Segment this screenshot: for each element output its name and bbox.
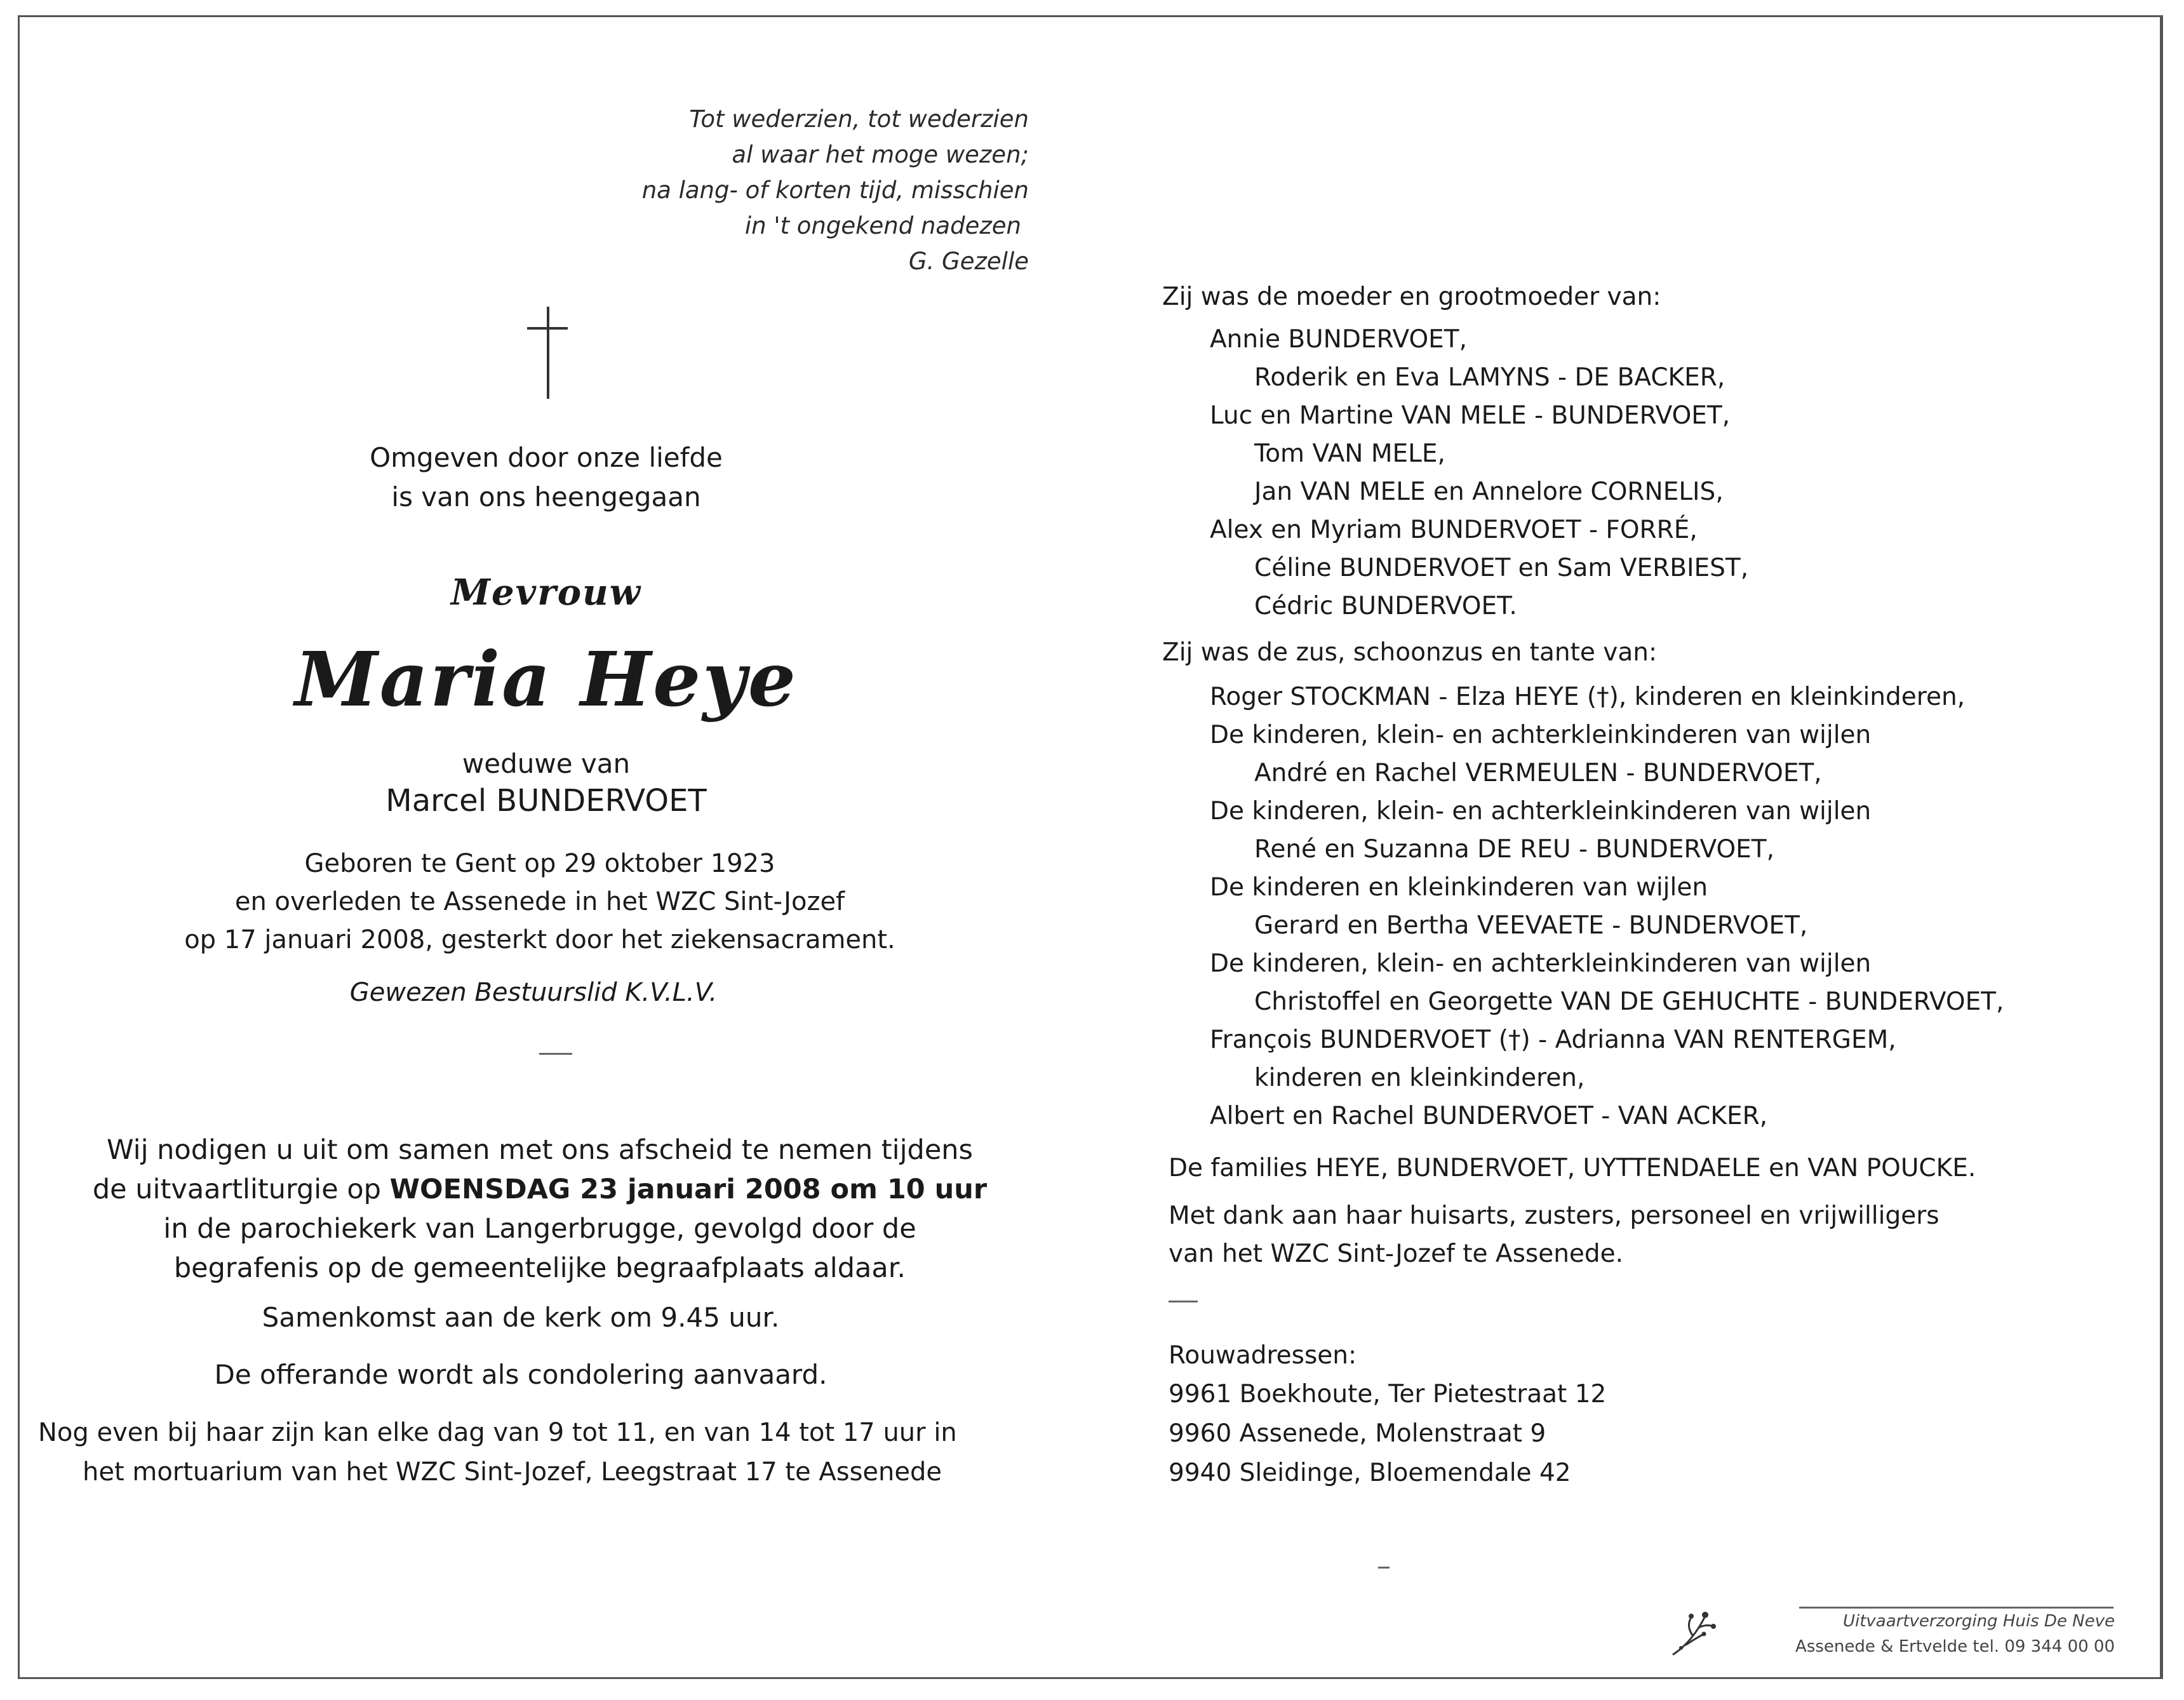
address-line: 9961 Boekhoute, Ter Pietestraat 12 [1169, 1380, 1607, 1409]
relative-line: Roderik en Eva LAMYNS - DE BACKER, [1254, 363, 1725, 392]
relative-line: kinderen en kleinkinderen, [1254, 1064, 1585, 1092]
children-list [1162, 321, 1748, 626]
relative-line: Céline BUNDERVOET en Sam VERBIEST, [1254, 554, 1749, 582]
offering-info: De offerande wordt als condolering aanvaard. [214, 1359, 827, 1390]
divider [539, 1053, 572, 1055]
relative-line: André en Rachel VERMEULEN - BUNDERVOET, [1254, 759, 1822, 787]
meeting-info: Samenkomst aan de kerk om 9.45 uur. [262, 1302, 780, 1333]
relative-line: René en Suzanna DE REU - BUNDERVOET, [1254, 835, 1775, 864]
visiting-info [38, 1413, 1054, 1492]
intro-text [305, 438, 787, 517]
addresses-list [1169, 1375, 1606, 1493]
widow-of-label: weduwe van [462, 748, 631, 779]
poem-author: G. Gezelle [908, 248, 1029, 275]
relative-line: Alex en Myriam BUNDERVOET - FORRÉ, [1210, 516, 1698, 544]
funeral-home-name: Uitvaartverzorging Huis De Neve [1842, 1612, 2115, 1631]
siblings-list [1162, 678, 2004, 1135]
poem [559, 102, 1029, 279]
intro-line: is van ons heengegaan [391, 481, 701, 512]
relative-line: De kinderen, klein- en achterkleinkinderen van wijlen [1210, 797, 1872, 826]
relative-line: De kinderen, klein- en achterkleinkinderen van wijlen [1210, 949, 1872, 978]
flower-sprig-icon [1667, 1603, 1727, 1664]
cross-icon [547, 307, 549, 399]
poem-line: in 't ongekend nadezen [744, 212, 1021, 239]
address-line: 9940 Sleidinge, Bloemendale 42 [1169, 1459, 1571, 1487]
footer-rule [1799, 1607, 2114, 1609]
poem-line: Tot wederzien, tot wederzien [689, 105, 1029, 133]
address-line: 9960 Assenede, Molenstraat 9 [1169, 1419, 1546, 1448]
relative-line: Gerard en Bertha VEEVAETE - BUNDERVOET, [1254, 911, 1808, 940]
invitation-line: in de parochiekerk van Langerbrugge, gevolgd door de [163, 1213, 916, 1245]
salutation: Mevrouw [451, 572, 641, 613]
birth-line: Geboren te Gent op 29 oktober 1923 [304, 849, 775, 878]
relative-line: Jan VAN MELE en Annelore CORNELIS, [1254, 478, 1724, 506]
deceased-name: Maria Heye [295, 635, 798, 723]
cross-icon-bar [527, 327, 568, 330]
poem-line: na lang- of korten tijd, misschien [641, 177, 1029, 204]
relative-line: Luc en Martine VAN MELE - BUNDERVOET, [1210, 401, 1731, 430]
death-line: en overleden te Assenede in het WZC Sint-Jozef [234, 887, 845, 916]
invitation-line: Wij nodigen u uit om samen met ons afscheid te nemen tijdens [107, 1134, 973, 1166]
relative-line: Roger STOCKMAN - Elza HEYE (†), kinderen en kleinkinderen, [1210, 683, 1966, 711]
thanks-line: van het WZC Sint-Jozef te Assenede. [1169, 1240, 1624, 1268]
invitation-prefix: de uitvaartliturgie op [92, 1174, 390, 1205]
thanks-line: Met dank aan haar huisarts, zusters, personeel en vrijwilligers [1169, 1201, 1939, 1230]
husband-name: Marcel BUNDERVOET [385, 783, 707, 819]
funeral-date: WOENSDAG 23 januari 2008 om 10 uur [389, 1174, 988, 1205]
families-line: De families HEYE, BUNDERVOET, UYTTENDAELE en VAN POUCKE. [1169, 1154, 1976, 1182]
funeral-home-address: Assenede & Ertvelde tel. 09 344 00 00 [1795, 1637, 2115, 1656]
relative-line: De kinderen en kleinkinderen van wijlen [1210, 873, 1708, 902]
relative-line: Cédric BUNDERVOET. [1254, 592, 1517, 620]
honorary-title: Gewezen Bestuurslid K.V.L.V. [349, 978, 718, 1007]
sister-heading: Zij was de zus, schoonzus en tante van: [1162, 638, 1658, 667]
invitation-line: begrafenis op de gemeentelijke begraafplaats aldaar. [173, 1252, 906, 1284]
life-dates [114, 845, 965, 959]
intro-line: Omgeven door onze liefde [370, 442, 723, 473]
relative-line: François BUNDERVOET (†) - Adrianna VAN RENTERGEM, [1210, 1026, 1896, 1054]
relative-line: Albert en Rachel BUNDERVOET - VAN ACKER, [1210, 1102, 1768, 1130]
relative-line: Christoffel en Georgette VAN DE GEHUCHTE - BUNDERVOET, [1254, 987, 2004, 1016]
invitation-line [38, 1170, 1042, 1209]
mother-heading: Zij was de moeder en grootmoeder van: [1162, 283, 1661, 311]
divider [1378, 1567, 1390, 1569]
thanks [1169, 1197, 1939, 1273]
poem-line: al waar het moge wezen; [732, 141, 1029, 168]
death-date-line: op 17 januari 2008, gesterkt door het ziekensacrament. [184, 925, 895, 954]
invitation [38, 1130, 1042, 1288]
addresses-heading: Rouwadressen: [1169, 1341, 1357, 1370]
relative-line: De kinderen, klein- en achterkleinkinderen van wijlen [1210, 721, 1872, 749]
visit-line: Nog even bij haar zijn kan elke dag van 9 tot 11, en van 14 tot 17 uur in [38, 1418, 957, 1447]
divider [1169, 1301, 1198, 1302]
visit-line: het mortuarium van het WZC Sint-Jozef, Leegstraat 17 te Assenede [83, 1457, 942, 1487]
relative-line: Tom VAN MELE, [1254, 439, 1445, 468]
relative-line: Annie BUNDERVOET, [1210, 325, 1468, 354]
